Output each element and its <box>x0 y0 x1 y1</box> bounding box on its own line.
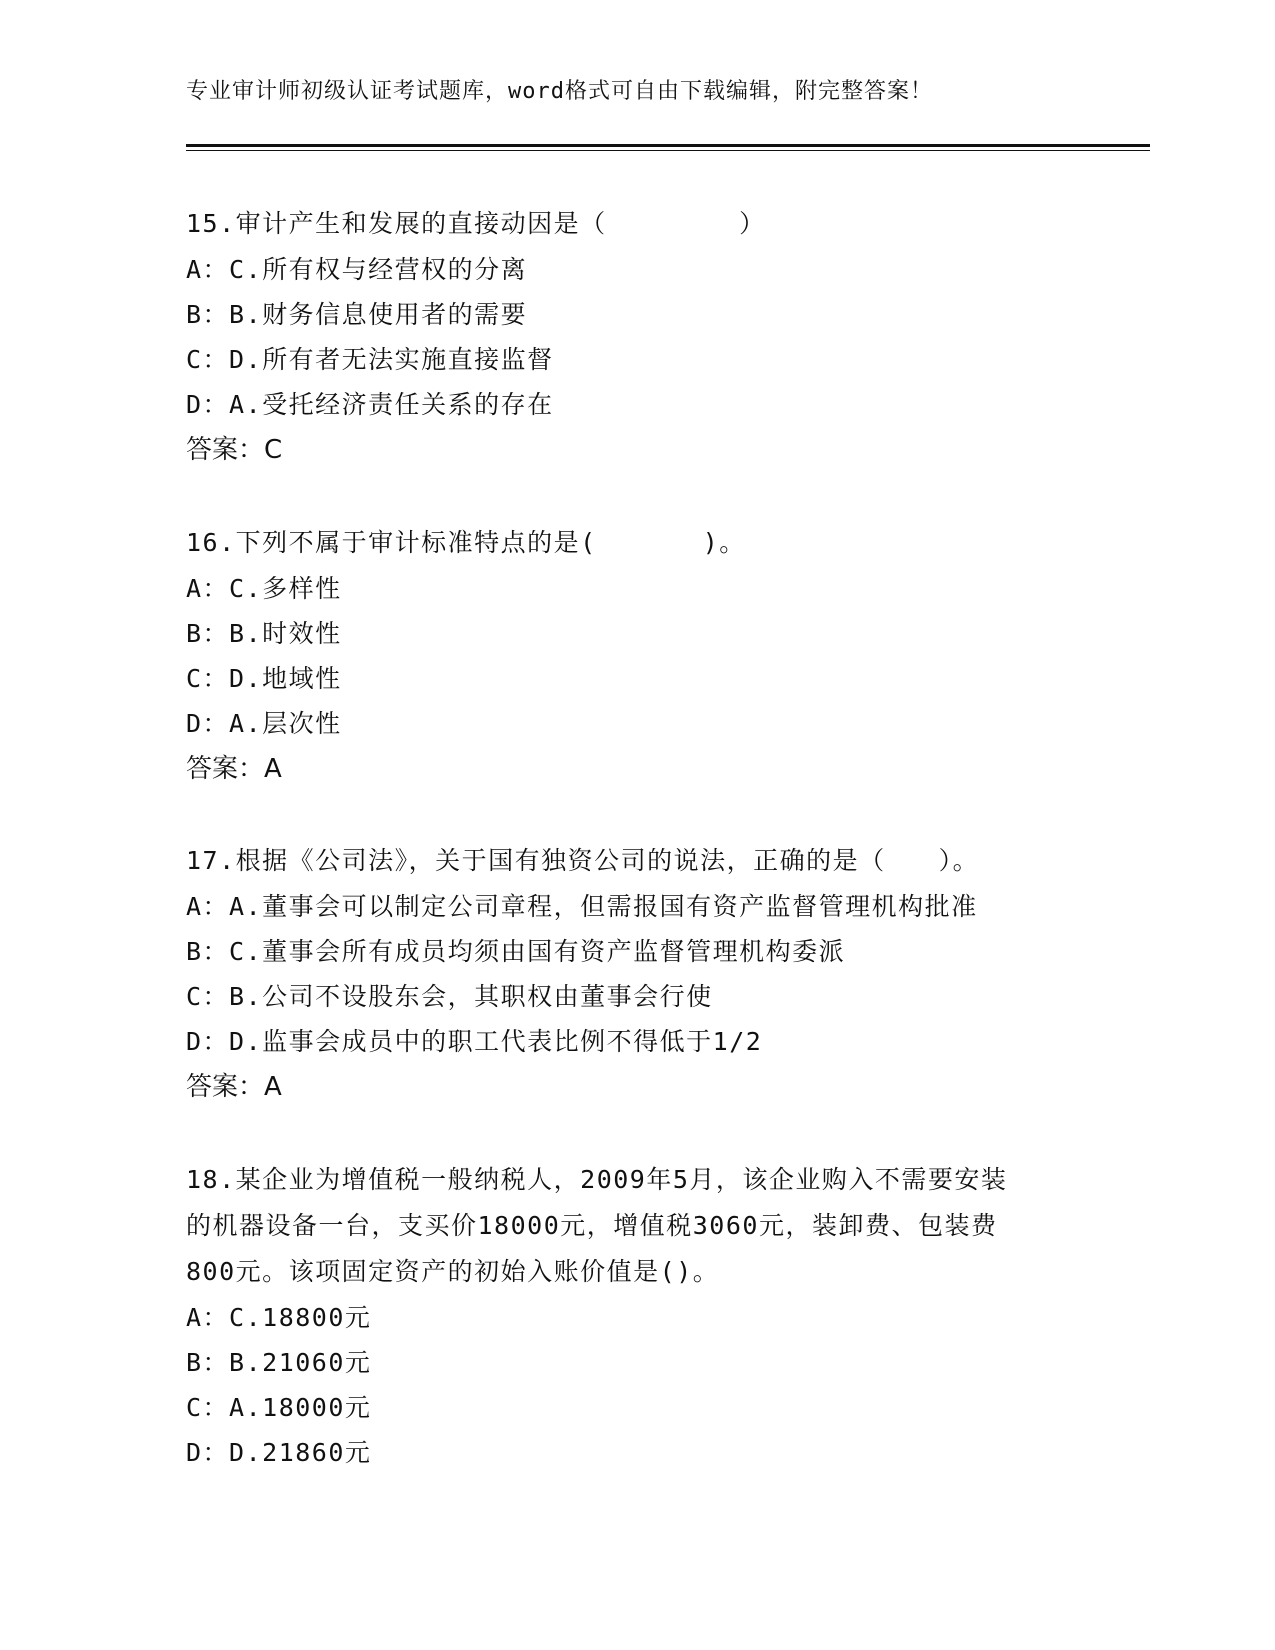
question-stem: 18.某企业为增值税一般纳税人，2009年5月，该企业购入不需要安装 的机器设备一台，支买价18000元，增值税3060元，装卸费、包装费 800元。该项固定资产的初始入账价值是()。 <box>186 1165 1008 1286</box>
option-d: D：A.层次性 <box>186 709 342 738</box>
option-c: C：B.公司不设股东会，其职权由董事会行使 <box>186 982 713 1011</box>
answer: 答案：C <box>186 435 283 465</box>
question-stem: 16.下列不属于审计标准特点的是( )。 <box>186 528 746 557</box>
option-b: B：B.时效性 <box>186 619 342 648</box>
option-a: A：C.18800元 <box>186 1303 372 1332</box>
option-c: C：A.18000元 <box>186 1393 372 1422</box>
page-header: 专业审计师初级认证考试题库，word格式可自由下载编辑，附完整答案！ <box>186 79 933 104</box>
question-15 <box>186 201 1086 473</box>
option-a: A：A.董事会可以制定公司章程，但需报国有资产监督管理机构批准 <box>186 892 978 921</box>
option-b: B：B.21060元 <box>186 1348 372 1377</box>
option-a: A：C.所有权与经营权的分离 <box>186 255 528 284</box>
header-divider-thin <box>186 150 1150 151</box>
question-stem: 15.审计产生和发展的直接动因是（ ） <box>186 209 766 238</box>
question-17 <box>186 838 1086 1110</box>
option-d: D：A.受托经济责任关系的存在 <box>186 390 554 419</box>
option-c: C：D.地域性 <box>186 664 342 693</box>
option-d: D：D.监事会成员中的职工代表比例不得低于1/2 <box>186 1027 763 1056</box>
question-16 <box>186 520 1086 792</box>
header-divider <box>186 144 1150 147</box>
question-stem: 17.根据《公司法》，关于国有独资公司的说法，正确的是（ ）。 <box>186 846 980 875</box>
option-b: B：B.财务信息使用者的需要 <box>186 300 528 329</box>
question-18 <box>186 1157 1086 1475</box>
option-a: A：C.多样性 <box>186 574 342 603</box>
answer: 答案：A <box>186 1072 282 1102</box>
option-b: B：C.董事会所有成员均须由国有资产监督管理机构委派 <box>186 937 846 966</box>
option-c: C：D.所有者无法实施直接监督 <box>186 345 554 374</box>
option-d: D：D.21860元 <box>186 1438 372 1467</box>
answer: 答案：A <box>186 754 282 784</box>
